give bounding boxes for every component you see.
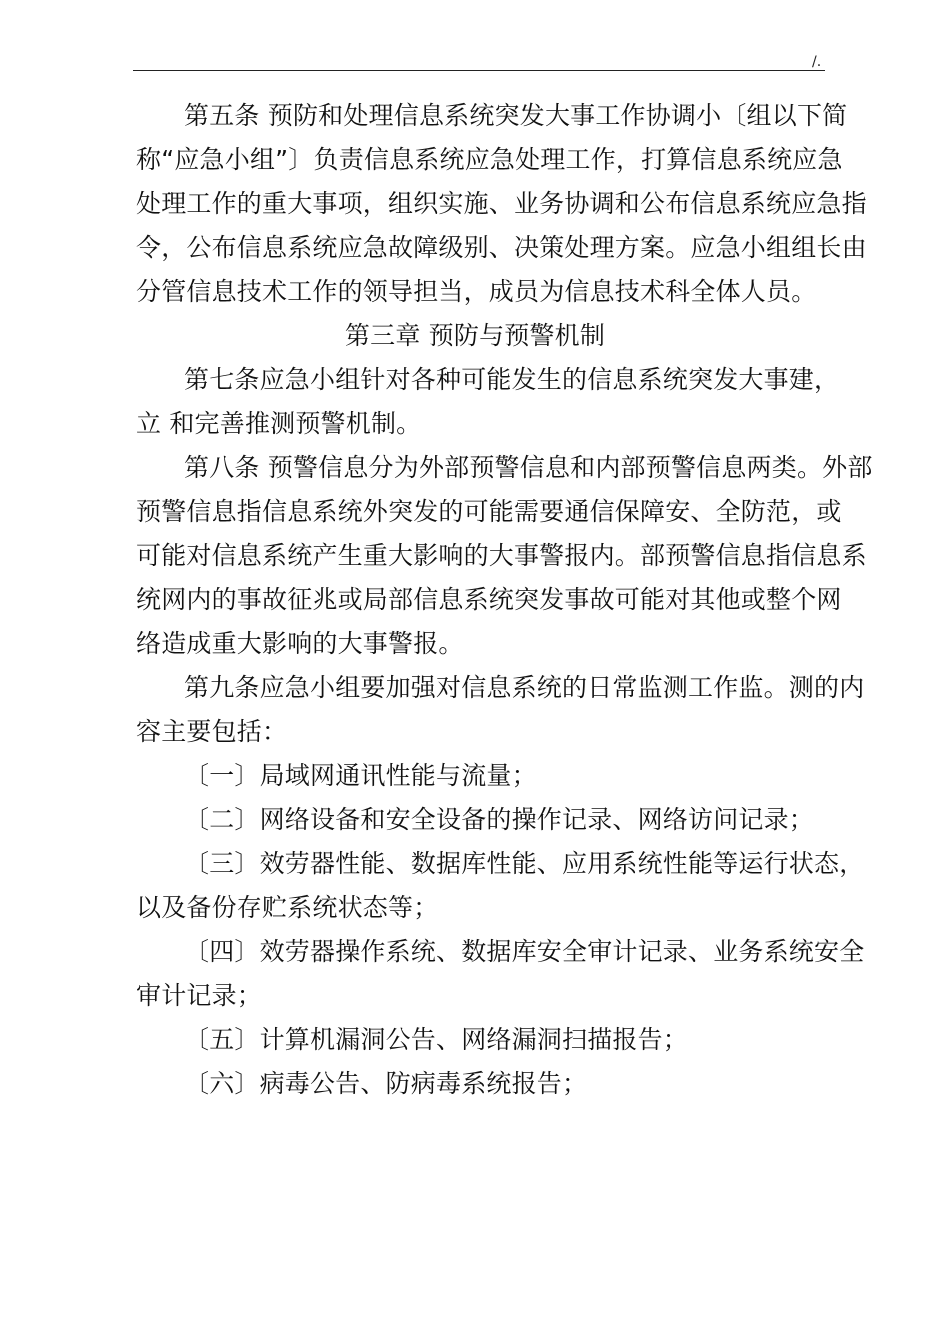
text-line: 称“应急小组”〕负责信息系统应急处理工作，打算信息系统应急	[136, 145, 843, 174]
text-line: 分管信息技术工作的领导担当，成员为信息技术科全体人员。	[136, 277, 817, 306]
header-mark: /.	[812, 54, 822, 70]
text-line: 预警信息指信息系统外突发的可能需要通信保障安、全防范，或	[136, 497, 842, 526]
text-line: 络造成重大影响的大事警报。	[136, 629, 464, 658]
text-line: 容主要包括：	[136, 717, 288, 746]
text-line: 以及备份存贮系统状态等；	[136, 893, 439, 922]
text-line: 〔六〕病毒公告、防病毒系统报告；	[184, 1069, 588, 1098]
text-line: 第五条 预防和处理信息系统突发大事工作协调小〔组以下简	[184, 101, 848, 130]
text-line: 〔五〕计算机漏洞公告、网络漏洞扫描报告；	[184, 1025, 689, 1054]
text-line: 第八条 预警信息分为外部预警信息和内部预警信息两类。外部	[184, 453, 873, 482]
text-line: 处理工作的重大事项，组织实施、业务协调和公布信息系统应急指	[136, 189, 867, 218]
header-rule	[133, 70, 825, 71]
document-body	[0, 94, 950, 1106]
text-line: 立 和完善推测预警机制。	[136, 409, 422, 438]
text-line: 令，公布信息系统应急故障级别、决策处理方案。应急小组组长由	[136, 233, 867, 262]
text-line: 审计记录；	[136, 981, 263, 1010]
text-line: 第七条应急小组针对各种可能发生的信息系统突发大事建，	[184, 365, 840, 394]
text-line: 〔三〕效劳器性能、数据库性能、应用系统性能等运行状态，	[184, 849, 865, 878]
text-line: 可能对信息系统产生重大影响的大事警报内。部预警信息指信息系	[136, 541, 867, 570]
text-line: 统网内的事故征兆或局部信息系统突发事故可能对其他或整个网	[136, 585, 842, 614]
text-line: 〔四〕效劳器操作系统、数据库安全审计记录、业务系统安全	[184, 937, 865, 966]
chapter-heading: 第三章 预防与预警机制	[344, 321, 606, 350]
text-line: 第九条应急小组要加强对信息系统的日常监测工作监。测的内	[184, 673, 865, 702]
text-line: 〔一〕局域网通讯性能与流量；	[184, 761, 537, 790]
text-line: 〔二〕网络设备和安全设备的操作记录、网络访问记录；	[184, 805, 815, 834]
